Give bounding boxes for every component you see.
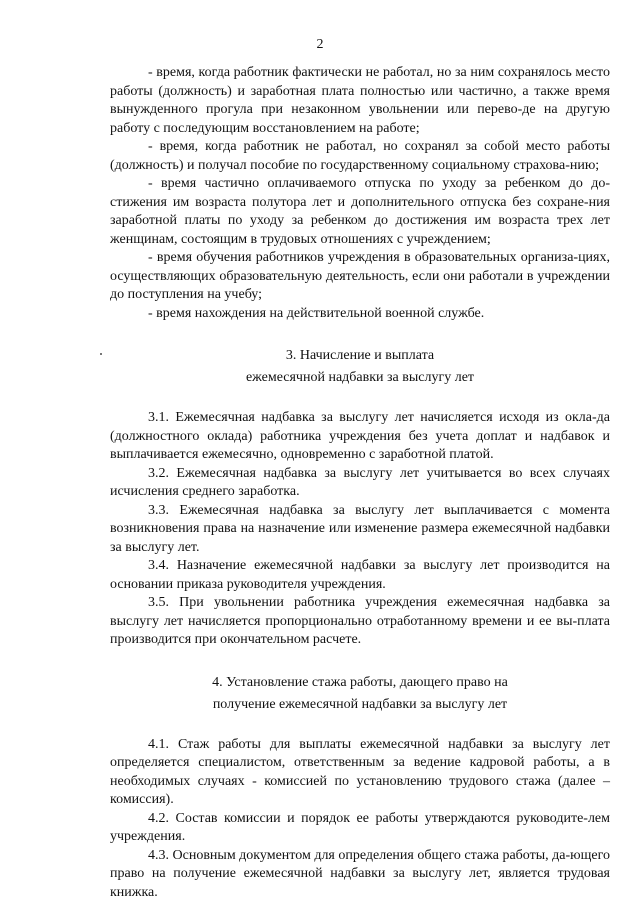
section-4-heading-line-2: получение ежемесячной надбавки за выслугу лет bbox=[212, 696, 508, 712]
bullet-item: - время, когда работник фактически не работал, но за ним сохранялось место работы (должность) и заработная плата полностью или частично, а также время вынужденного прогула при незаконном увольнении или перево-де на другую работу с последующим восстановлением на работе; bbox=[110, 65, 610, 136]
section-4-heading-line-1: 4. Установление стажа работы, дающего право на bbox=[212, 674, 508, 690]
section-4-paragraph: 4.3. Основным документом для определения общего стажа работы, да-ющего право на получение ежемесячной надбавки за выслугу лет, является трудовая книжка. bbox=[110, 847, 610, 900]
scan-speck bbox=[100, 353, 102, 355]
page-number: 2 bbox=[316, 37, 324, 52]
document-body bbox=[110, 64, 610, 902]
section-3-heading bbox=[110, 345, 610, 389]
section-4-paragraph: 4.2. Состав комиссии и порядок ее работы утверждаются руководите-лем учреждения. bbox=[110, 810, 610, 844]
section-3-heading-line-1: 3. Начисление и выплата bbox=[285, 348, 435, 363]
section-3-paragraph: 3.5. При увольнении работника учреждения ежемесячная надбавка за выслугу лет начисляется пропорционально отработанному времени и ее вы-плата производится при окончательном расчете. bbox=[110, 595, 610, 647]
bullet-item: - время обучения работников учреждения в образовательных организа-циях, осуществляющих образовательную деятельность, если они работали в учреждении до поступления на учебу; bbox=[110, 250, 610, 302]
section-3-paragraph: 3.1. Ежемесячная надбавка за выслугу лет начисляется исходя из окла-да (должностного оклада) работника учреждения без учета доплат и надбавок и выплачивается ежемесячно, одновременно с заработной платой. bbox=[110, 410, 610, 462]
section-3-paragraph: 3.2. Ежемесячная надбавка за выслугу лет учитывается во всех случаях исчисления среднего заработка. bbox=[110, 465, 610, 499]
section-4-paragraph: 4.1. Стаж работы для выплаты ежемесячной надбавки за выслугу лет определяется специалистом, ответственным за ведение кадровой работы, а в необходимых случаях - комиссией по установлению трудового стажа (далее – комиссия). bbox=[110, 736, 610, 807]
bullet-item: - время, когда работник не работал, но сохранял за собой место работы (должность) и получал пособие по государственному социальному страхова-нию; bbox=[110, 139, 610, 173]
bullet-item: - время нахождения на действительной военной службе. bbox=[148, 305, 485, 321]
section-3-heading-line-2: ежемесячной надбавки за выслугу лет bbox=[245, 370, 475, 385]
bullet-item: - время частично оплачиваемого отпуска по уходу за ребенком до до-стижения им возраста полутора лет и дополнительного отпуска без сохране-ния заработной платы по уходу за ребенком до достижения им возраста трех лет женщинам, состоящим в трудовых отношениях с учреждением; bbox=[110, 176, 610, 247]
section-3-paragraph: 3.4. Назначение ежемесячной надбавки за выслугу лет производится на основании приказа руководителя учреждения. bbox=[110, 558, 610, 592]
section-3-paragraph: 3.3. Ежемесячная надбавка за выслугу лет выплачивается с момента возникновения права на назначение или изменение размера ежемесячной надбавки за выслугу лет. bbox=[110, 502, 610, 555]
section-4-heading bbox=[110, 672, 610, 716]
